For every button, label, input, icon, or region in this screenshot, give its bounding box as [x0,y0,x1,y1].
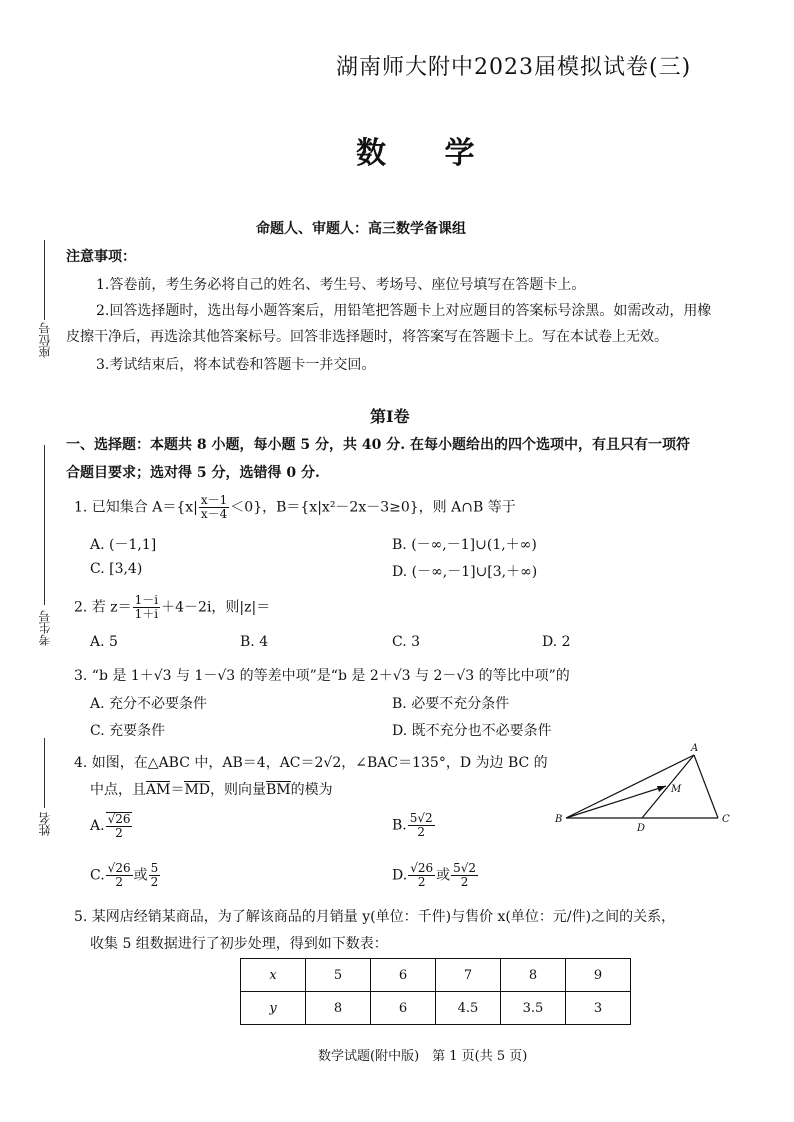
q3-option-c: C. 充要条件 [90,723,166,739]
q1-option-b: B. (－∞,－1]∪(1,＋∞) [392,537,537,553]
vector-bm [566,786,666,818]
part1-instructions-2: 合题目要求；选对得 5 分，选错得 0 分. [66,465,320,481]
question-4-line-1: 4. 如图，在△ABC 中，AB＝4，AC＝2√2，∠BAC＝135°，D 为边 BC 的 [74,755,548,771]
name-label: 姓名 [38,812,52,836]
q1-option-d: D. (－∞,－1]∪[3,＋∞) [392,564,538,580]
q3-option-b: B. 必要不充分条件 [392,696,510,712]
authors-line: 命题人、审题人：高三数学备课组 [256,221,466,237]
q3-option-d: D. 既不充分也不必要条件 [392,723,552,739]
table-cell: 4.5 [436,992,501,1025]
segment-ad [642,755,694,818]
exam-no-label: 考生号 [38,610,52,646]
notice-heading: 注意事项： [66,249,136,265]
seat-line [44,240,45,320]
question-5-line-2: 收集 5 组数据进行了初步处理，得到如下数表： [90,936,388,952]
q2-option-c: C. 3 [392,634,421,650]
notice-item-3: 3.考试结束后，将本试卷和答题卡一并交回。 [96,357,376,373]
q4-option-c: C. $\frac{√26}{2}$ 或 $\frac{5}{2}$ [90,861,159,889]
q3-option-a: A. 充分不必要条件 [90,696,208,712]
table-cell: 7 [436,959,501,992]
exam-header-title: 湖南师大附中2023届模拟试卷(三) [336,55,692,80]
label-a: A [691,743,699,754]
q2-option-b: B. 4 [240,634,269,650]
table-cell: 8 [501,959,566,992]
notice-item-2a: 2.回答选择题时，选出每小题答案后，用铅笔把答题卡上对应题目的答案标号涂黑。如需改动，用橡 [96,303,712,319]
table-cell: 6 [371,992,436,1025]
table-cell: 6 [371,959,436,992]
part1-instructions-1: 一、选择题：本题共 8 小题，每小题 5 分，共 40 分. 在每小题给出的四个选项中，有且只有一项符 [66,437,690,453]
table-row [241,992,631,1025]
triangle-figure [552,740,742,835]
table-cell: 3 [566,992,631,1025]
subject-title: 数 学 [356,136,499,171]
q1-option-a: A. (－1,1] [90,537,157,553]
label-d: D [637,823,646,834]
q2-option-d: D. 2 [542,634,571,650]
notice-item-2b: 皮擦干净后，再选涂其他答案标号。回答非选择题时，将答案写在答题卡上。写在本试卷上无效。 [66,329,668,345]
label-b: B [555,814,563,825]
table-cell: y [241,992,306,1025]
table-cell: x [241,959,306,992]
question-4-line-2: 中点，且AM＝MD，则向量BM的模为 [90,782,333,798]
page-footer: 数学试题(附中版) 第 1 页(共 5 页) [318,1049,528,1064]
data-table [240,958,631,1025]
name-line [44,738,45,808]
table-row [241,959,631,992]
seat-label: 座位号 [38,322,52,358]
notice-item-1: 1.答卷前，考生务必将自己的姓名、考生号、考场号、座位号填写在答题卡上。 [96,277,586,293]
q1-fraction: $\frac{x-1}{x-4}$ [200,493,228,521]
label-m: M [671,784,682,795]
table-cell: 3.5 [501,992,566,1025]
q4-option-d: D. $\frac{√26}{2}$ 或 $\frac{5√2}{2}$ [392,861,477,889]
section-heading: 第Ⅰ卷 [370,407,410,426]
q2-option-a: A. 5 [90,634,118,650]
exam-no-line [44,445,45,605]
q4-option-a: A. $\frac{√26}{2}$ [90,812,131,840]
q1-option-c: C. [3,4) [90,561,143,577]
question-1-stem: 1. 已知集合 A＝{x| $\frac{x-1}{x-4}$ ＜0}，B＝{x|x²－2x－3≥0}，则 A∩B 等于 [74,493,516,521]
table-cell: 9 [566,959,631,992]
segment-ac [694,755,718,818]
table-cell: 8 [306,992,371,1025]
q2-fraction: $\frac{1-i}{1+i}$ [134,593,159,621]
table-cell: 5 [306,959,371,992]
question-2-stem: 2. 若 z＝ $\frac{1-i}{1+i}$ ＋4－2i，则|z|＝ [74,593,271,621]
question-3-stem: 3. “b 是 1＋√3 与 1－√3 的等差中项”是“b 是 2＋√3 与 2－√3 的等比中项”的 [74,668,570,684]
label-c: C [722,814,730,825]
question-5-line-1: 5. 某网店经销某商品，为了解该商品的月销量 y(单位：千件)与售价 x(单位：元/件)之间的关系， [74,909,676,925]
q4-option-b: B. $\frac{5√2}{2}$ [392,811,433,839]
